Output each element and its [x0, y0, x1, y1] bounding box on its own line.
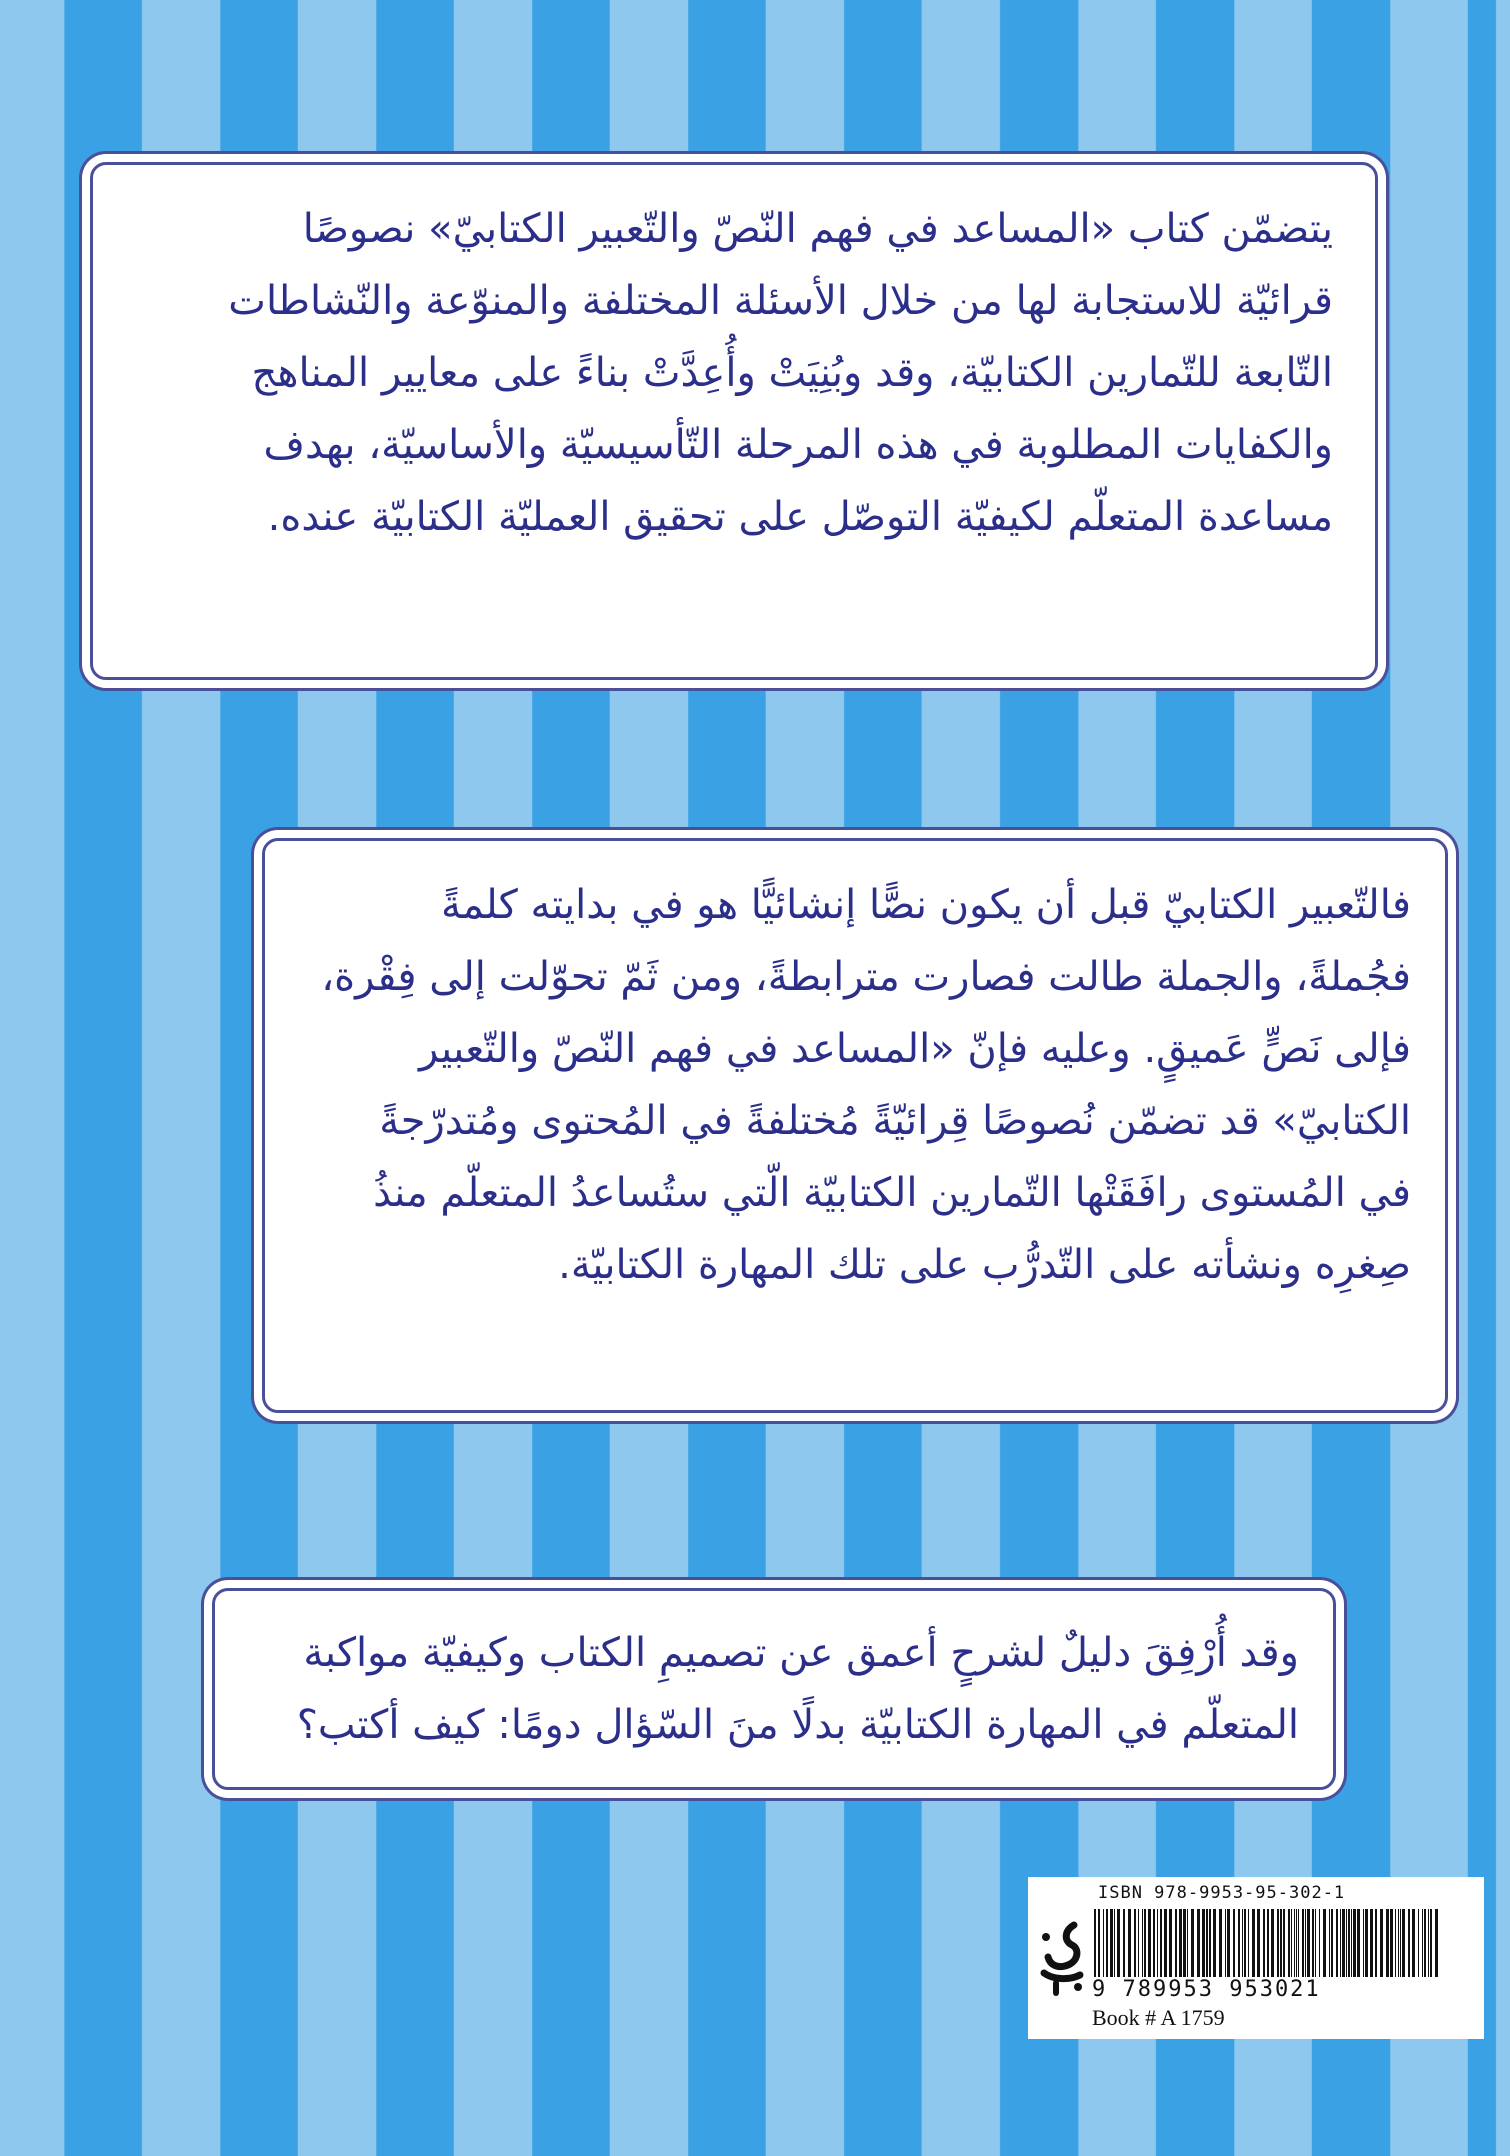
barcode-bar	[1142, 1909, 1143, 1977]
barcode-bar	[1206, 1909, 1208, 1977]
barcode-bar	[1160, 1909, 1162, 1977]
barcode-bar	[1294, 1909, 1295, 1977]
barcode-bar	[1179, 1909, 1182, 1977]
barcode-bar	[1315, 1909, 1316, 1977]
barcode-bar	[1252, 1909, 1255, 1977]
barcode-bar	[1238, 1909, 1240, 1977]
barcode-bar	[1144, 1909, 1146, 1977]
barcode-bar	[1123, 1909, 1125, 1977]
barcode-bar	[1202, 1909, 1205, 1977]
barcode-bar	[1357, 1909, 1360, 1977]
barcode-bar	[1375, 1909, 1377, 1977]
barcode-bar	[1342, 1909, 1345, 1977]
barcode-bar	[1402, 1909, 1405, 1977]
barcode-bar	[1191, 1909, 1194, 1977]
barcode-bar	[1213, 1909, 1216, 1977]
barcode-bar	[1302, 1909, 1304, 1977]
description-paragraph-2: فالتّعبير الكتابيّ قبل أن يكون نصًّا إنشائيًّا هو في بدايته كلمةً فجُملةً، والجملة طالت فصارت مترابطةً، ومن ثَمّ تحوّلت إلى فِقْرة، فإلى نَصٍّ عَميقٍ. وعليه فإنّ «المساعد في فهم النّصّ والتّعبير الكتابيّ» قد تضمّن نُصوصًا قِرائيّةً مُختلفةً في المُحتوى ومُتدرّجةً في المُستوى رافَقَتْها التّمارين الكتابيّة الّتي ستُساعدُ المتعلّم منذُ صِغرِه ونشأته على التّدرُّب على تلك المهارة الكتابيّة.	[321, 882, 1411, 1288]
barcode-bar	[1336, 1909, 1338, 1977]
barcode-bar	[1298, 1909, 1299, 1977]
barcode-bar	[1305, 1909, 1306, 1977]
barcode-bar	[1296, 1909, 1297, 1977]
barcode-bar	[1277, 1909, 1279, 1977]
barcode-bar	[1169, 1909, 1172, 1977]
barcode-bar	[1329, 1909, 1330, 1977]
barcode-bar	[1395, 1909, 1396, 1977]
barcode-bar	[1365, 1909, 1368, 1977]
barcode-digits: 9 789953 953021	[1092, 1977, 1321, 2002]
barcode-bar	[1138, 1909, 1139, 1977]
barcode-bar	[1153, 1909, 1155, 1977]
barcode-bar	[1319, 1909, 1320, 1977]
barcode-bar	[1386, 1909, 1389, 1977]
barcode-bar	[1219, 1909, 1222, 1977]
barcode-bar	[1312, 1909, 1314, 1977]
barcode-bar	[1428, 1909, 1429, 1977]
barcode-bar	[1209, 1909, 1211, 1977]
barcode-bar	[1267, 1909, 1269, 1977]
barcode-bar	[1233, 1909, 1235, 1977]
barcode-bar	[1380, 1909, 1383, 1977]
barcode-bar	[1227, 1909, 1230, 1977]
barcode-label	[1028, 1877, 1484, 2039]
barcode-icon	[1092, 1909, 1442, 1977]
barcode-bar	[1351, 1909, 1352, 1977]
description-panel-2	[262, 838, 1448, 1413]
barcode-bar	[1110, 1909, 1113, 1977]
barcode-bar	[1390, 1909, 1393, 1977]
description-paragraph-3: وقد أُرْفِقَ دليلٌ لشرحٍ أعمق عن تصميمِ الكتاب وكيفيّة مواكبة المتعلّم في المهارة الكتابيّة بدلًا منَ السّؤال دومًا: كيف أكتب؟	[296, 1630, 1299, 1748]
barcode-bar	[1307, 1909, 1310, 1977]
barcode-bar	[1117, 1909, 1120, 1977]
barcode-bar	[1400, 1909, 1401, 1977]
isbn-text: ISBN 978-9953-95-302-1	[1098, 1883, 1346, 1903]
barcode-bar	[1257, 1909, 1260, 1977]
barcode-bar	[1412, 1909, 1415, 1977]
barcode-bar	[1363, 1909, 1364, 1977]
barcode-bar	[1157, 1909, 1158, 1977]
barcode-bar	[1183, 1909, 1186, 1977]
barcode-bar	[1323, 1909, 1326, 1977]
barcode-bar	[1242, 1909, 1243, 1977]
barcode-bar	[1288, 1909, 1290, 1977]
barcode-bar	[1263, 1909, 1265, 1977]
barcode-bar	[1430, 1909, 1432, 1977]
barcode-bar	[1346, 1909, 1347, 1977]
barcode-bar	[1164, 1909, 1167, 1977]
barcode-bar	[1418, 1909, 1419, 1977]
barcode-bar	[1114, 1909, 1115, 1977]
barcode-bar	[1271, 1909, 1274, 1977]
barcode-bar	[1408, 1909, 1410, 1977]
barcode-bar	[1424, 1909, 1426, 1977]
barcode-bar	[1280, 1909, 1282, 1977]
description-panel-3	[212, 1588, 1336, 1790]
book-number: Book # A 1759	[1092, 2005, 1225, 2030]
publisher-logo-icon	[1034, 1917, 1090, 1997]
barcode-bar	[1103, 1909, 1104, 1977]
barcode-bar	[1398, 1909, 1399, 1977]
barcode-bar	[1370, 1909, 1373, 1977]
barcode-bar	[1353, 1909, 1356, 1977]
barcode-bar	[1244, 1909, 1246, 1977]
barcode-bar	[1134, 1909, 1136, 1977]
barcode-bar	[1340, 1909, 1341, 1977]
barcode-bar	[1094, 1909, 1096, 1977]
description-panel-1	[90, 162, 1378, 680]
barcode-bar	[1283, 1909, 1285, 1977]
barcode-bar	[1098, 1909, 1100, 1977]
barcode-bar	[1225, 1909, 1226, 1977]
barcode-bar	[1148, 1909, 1151, 1977]
barcode-bar	[1248, 1909, 1249, 1977]
barcode-bar	[1291, 1909, 1292, 1977]
barcode-bar	[1187, 1909, 1188, 1977]
barcode-bar	[1106, 1909, 1108, 1977]
barcode-bar	[1435, 1909, 1438, 1977]
barcode-bar	[1175, 1909, 1177, 1977]
barcode-bar	[1128, 1909, 1131, 1977]
barcode-bar	[1348, 1909, 1350, 1977]
barcode-bar	[1422, 1909, 1423, 1977]
description-paragraph-1: يتضمّن كتاب «المساعد في فهم النّصّ والتّعبير الكتابيّ» نصوصًا قرائيّة للاستجابة لها من خلال الأسئلة المختلفة والمنوّعة والنّشاطات التّابعة للتّمارين الكتابيّة، وقد وبُنِيَتْ وأُعِدَّتْ بناءً على معايير المناهج والكفايات المطلوبة في هذه المرحلة التّأسيسيّة والأساسيّة، بهدف مساعدة المتعلّم لكيفيّة التوصّل على تحقيق العمليّة الكتابيّة عنده.	[228, 206, 1333, 540]
barcode-bar	[1197, 1909, 1200, 1977]
barcode-bar	[1331, 1909, 1333, 1977]
